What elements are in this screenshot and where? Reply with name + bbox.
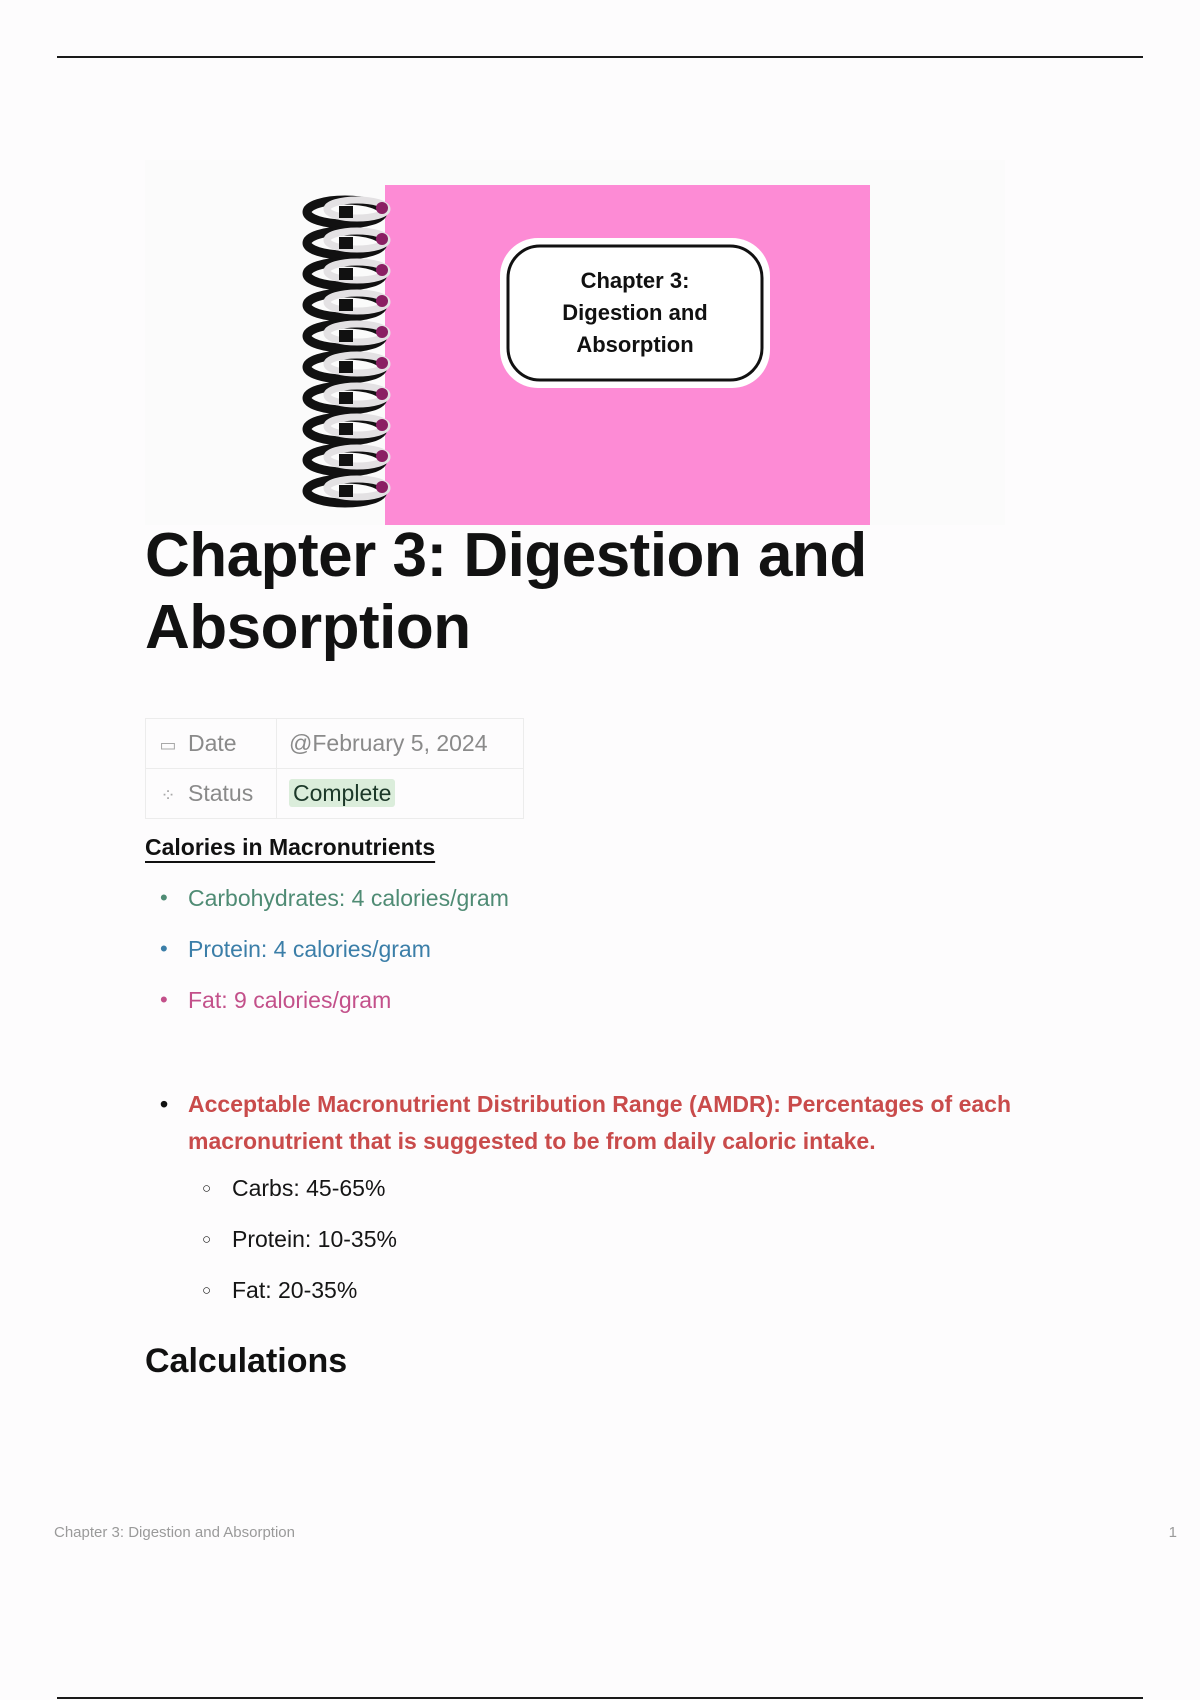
list-item: • Protein: 4 calories/gram [160,929,509,980]
coil-tip [376,295,388,307]
cover-image [145,160,1005,525]
amdr-list [160,1086,1100,1160]
status-icon: ⁘ [160,785,176,805]
coil-tip [376,264,388,276]
coil-hole [339,454,353,466]
notebook-illustration [145,160,1005,525]
property-label-status: Status [188,780,254,806]
property-row-status [146,769,524,819]
property-value-status[interactable] [277,769,524,819]
coil-tip [376,419,388,431]
coil-tip [376,388,388,400]
bottom-rule [57,1697,1143,1699]
coil-hole [339,423,353,435]
section-heading-calories: Calories in Macronutrients [145,834,436,860]
property-row-date [146,719,524,769]
footer-doc-title: Chapter 3: Digestion and Absorption [54,1524,295,1541]
property-label-date: Date [188,730,237,756]
coil-hole [339,330,353,342]
cover-label-line-3: Absorption [576,332,694,357]
coil-hole [339,206,353,218]
calendar-icon: ▭ [159,735,177,755]
coil-tip [376,202,388,214]
coil-hole [339,299,353,311]
property-name [146,769,277,819]
list-item: ○ Protein: 10-35% [202,1219,397,1270]
coil-tip [376,450,388,462]
spiral-binding-icon [307,200,388,503]
list-item: ○ Fat: 20-35% [202,1270,397,1321]
top-rule [57,56,1143,58]
cover-label-line-1: Chapter 3: [580,268,690,293]
property-name [146,719,277,769]
amdr-definition: • Acceptable Macronutrient Distribution Range (AMDR): Percentages of each macronutrient that is suggested to be from daily caloric intake. [160,1086,1100,1160]
coil-hole [339,268,353,280]
coil-hole [339,361,353,373]
list-item: • Fat: 9 calories/gram [160,980,509,1031]
properties-table [145,718,524,819]
coil-tip [376,326,388,338]
coil-hole [339,237,353,249]
list-item: ○ Carbs: 45-65% [202,1168,397,1219]
footer-page-number: 1 [1168,1524,1177,1541]
coil-tip [376,481,388,493]
coil-hole [339,392,353,404]
calories-list [160,878,509,1031]
coil-tip [376,357,388,369]
status-badge[interactable]: Complete [289,779,395,807]
property-value-date[interactable]: @February 5, 2024 [277,719,524,769]
cover-label-line-2: Digestion and [562,300,708,325]
coil-hole [339,485,353,497]
list-item: • Carbohydrates: 4 calories/gram [160,878,509,929]
coil-tip [376,233,388,245]
amdr-ranges-list [202,1168,397,1321]
page-title: Chapter 3: Digestion and Absorption [145,521,867,662]
calculations-heading: Calculations [145,1342,348,1380]
